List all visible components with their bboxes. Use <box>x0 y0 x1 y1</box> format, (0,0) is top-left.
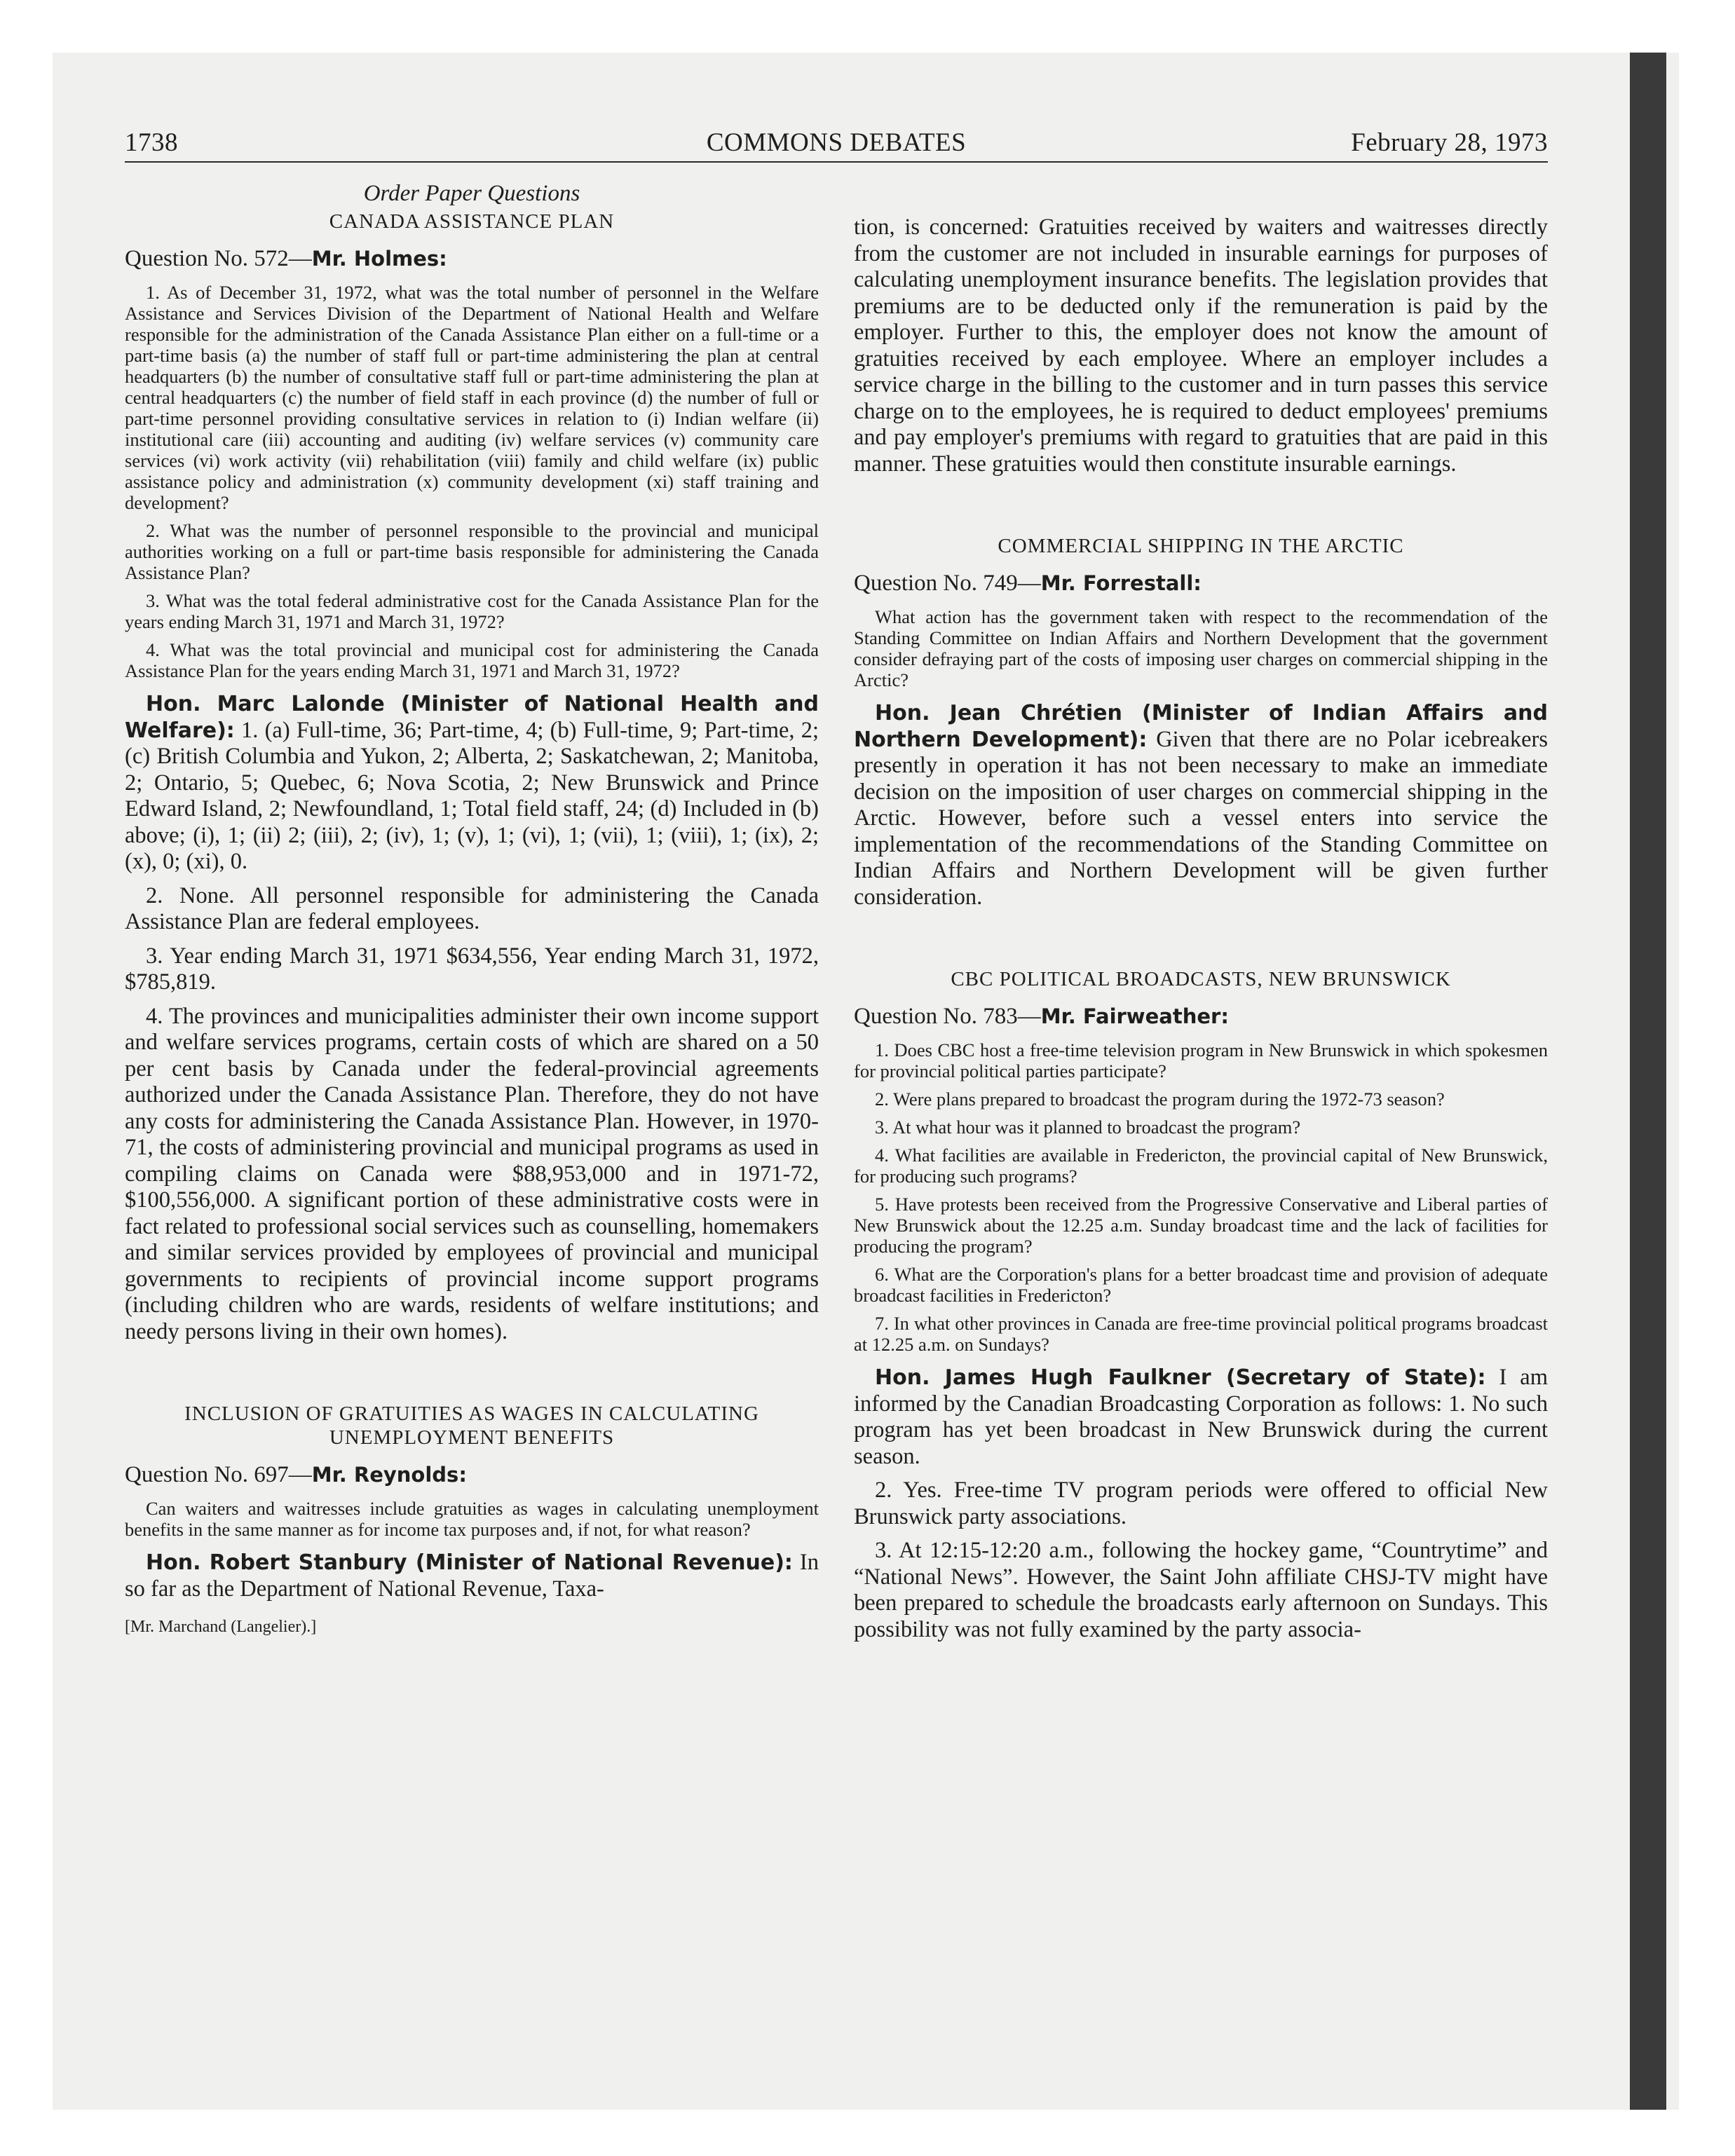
scan-edge-bar <box>1630 53 1666 2110</box>
question-member: Mr. Reynolds: <box>311 1463 467 1487</box>
answer-572-part-1 <box>125 691 819 875</box>
running-title: COMMONS DEBATES <box>706 128 967 157</box>
answer-text: In so far as the Department of National Revenue, Taxa- <box>125 1550 819 1602</box>
question-783-part-6: 6. What are the Corporation's plans for a better broadcast time and provision of adequate broadcast facilities in Fredericton? <box>854 1264 1548 1306</box>
question-572-line <box>125 246 819 272</box>
answer-572-part-4: 4. The provinces and municipalities administer their own income support and welfare services programs, certain costs of which are shared on a 50 per cent basis by Canada under the federal-provincial agreements authorized under the Canada Assistance Plan. Therefore, they do not have any costs for administering the Canada Assistance Plan. However, in 1970-71, the costs of administering provincial and municipal programs as used in compiling claims on Canada were $88,953,000 and in 1971-72, $100,556,000. A significant portion of these administrative costs were in fact related to professional social services such as counselling, homemakers and similar services provided by employees of provincial and municipal governments to recipients of provincial income support programs (including children who are wards, residents of welfare institutions; and needy persons living in their own homes). <box>125 1003 819 1344</box>
question-member: Mr. Forrestall: <box>1040 571 1202 595</box>
left-column <box>125 181 819 1637</box>
order-paper-heading: Order Paper Questions <box>363 181 580 206</box>
answer-text: Given that there are no Polar icebreakers presently in operation it has not been necessary to make an immediate decision on the imposition of user charges on commercial shipping in the Arctic. However, before such a vessel enters into service the implementation of the recommendations of the Standing Committee on Indian Affairs and Northern Development will be given further consideration. <box>854 726 1548 910</box>
question-label: Question No. 572— <box>125 246 312 271</box>
question-783-line <box>854 1004 1548 1030</box>
answer-text: 1. (a) Full-time, 36; Part-time, 4; (b) Full-time, 9; Part-time, 2; (c) British Columbia and Yukon, 2; Alberta, 2; Saskatchewan, 2; Manitoba, 2; Ontario, 5; Quebec, 6; Nova Scotia, 2; New Brunswick and Prince Edward Island, 2; Newfoundland, 1; Total field staff, 24; (d) Included in (b) above; (i), 1; (ii) 2; (iii), 2; (iv), 1; (v), 1; (vi), 1; (vii), 1; (viii), 1; (ix), 2; (x), 0; (xi), 0. <box>125 717 819 874</box>
question-783-part-2: 2. Were plans prepared to broadcast the program during the 1972-73 season? <box>875 1089 1445 1110</box>
question-member: Mr. Fairweather: <box>1040 1004 1229 1028</box>
answer-572-part-2: 2. None. All personnel responsible for administering the Canada Assistance Plan are federal employees. <box>125 882 819 934</box>
question-572-part-2: 2. What was the number of personnel responsible to the provincial and municipal authorities working on a full or part-time basis responsible for administering the Canada Assistance Plan? <box>125 520 819 583</box>
page-number: 1738 <box>125 128 178 157</box>
answer-speaker: Hon. Jean Chrétien (Minister of Indian Affairs and Northern Development): <box>854 701 1548 752</box>
section-spacer <box>854 918 1548 967</box>
question-572-part-1: 1. As of December 31, 1972, what was the total number of personnel in the Welfare Assistance and Services Division of the Department of National Health and Welfare responsible for the administration of the Canada Assistance Plan either on a full-time or a part-time basis (a) the number of staff full or part-time administering the plan at central headquarters (b) the number of consultative staff full or part-time administering the plan at central headquarters (c) the number of field staff in each province (d) the number of full or part-time personnel providing consultative services in relation to (i) Indian welfare (ii) institutional care (iii) accounting and auditing (iv) welfare services (v) community care services (vi) work activity (vii) rehabilitation (viii) family and child welfare (ix) public assistance policy and administration (x) community development (xi) staff training and development? <box>125 282 819 513</box>
answer-speaker: Hon. Marc Lalonde (Minister of National Health and Welfare): <box>125 692 819 743</box>
answer-783-part-2: 2. Yes. Free-time TV program periods were offered to official New Brunswick party associations. <box>854 1478 1548 1529</box>
answer-speaker: Hon. James Hugh Faulkner (Secretary of State): <box>875 1365 1486 1390</box>
question-783-part-7: 7. In what other provinces in Canada are free-time provincial political programs broadcast at 12.25 a.m. on Sundays? <box>854 1313 1548 1355</box>
question-label: Question No. 783— <box>854 1004 1041 1029</box>
question-member: Mr. Holmes: <box>311 247 447 271</box>
page-date: February 28, 1973 <box>1351 128 1548 157</box>
answer-749 <box>854 700 1548 910</box>
section-spacer <box>125 1353 819 1402</box>
question-783-part-4: 4. What facilities are available in Fredericton, the provincial capital of New Brunswick, for producing such programs? <box>854 1145 1548 1187</box>
answer-783-part-3: 3. At 12:15-12:20 a.m., following the hockey game, “Countrytime” and “National News”. However, the Saint John affiliate CHSJ-TV might have been prepared to schedule the broadcasts early afternoon on Sundays. This possibility was not fully examined by the party associa- <box>854 1538 1548 1642</box>
section-heading-gratuities: INCLUSION OF GRATUITIES AS WAGES IN CALCULATING UNEMPLOYMENT BENEFITS <box>184 1403 759 1449</box>
section-spacer <box>854 485 1548 534</box>
question-label: Question No. 749— <box>854 571 1041 596</box>
page-header <box>125 128 1548 161</box>
right-column <box>854 214 1548 1651</box>
answer-783-part-1 <box>854 1365 1548 1470</box>
answer-697-continuation: tion, is concerned: Gratuities received by waiters and waitresses directly from the customer are not included in insurable earnings for purposes of calculating unemployment insurance benefits. The legislation provides that premiums are to be deducted only if the remuneration is paid by the employer. Further to this, the employer does not know the amount of gratuities received by each employee. Where an employer includes a service charge in the billing to the customer and in turn passes this service charge on to the employees, he is required to deduct employees' premiums and pay employer's premiums with regard to gratuities that are paid in this manner. These gratuities would then constitute insurable earnings. <box>854 214 1548 477</box>
question-783-part-3: 3. At what hour was it planned to broadcast the program? <box>875 1117 1301 1138</box>
question-749-line <box>854 571 1548 596</box>
answer-697-start <box>125 1550 819 1602</box>
section-heading-commercial-shipping: COMMERCIAL SHIPPING IN THE ARCTIC <box>998 535 1404 557</box>
header-rule <box>125 161 1548 163</box>
question-783-part-1: 1. Does CBC host a free-time television program in New Brunswick in which spokesmen for provincial political parties participate? <box>854 1039 1548 1082</box>
answer-text: I am informed by the Canadian Broadcasting Corporation as follows: 1. No such program has yet been broadcast in New Brunswick during the current season. <box>854 1365 1548 1469</box>
question-749-text: What action has the government taken with respect to the recommendation of the Standing Committee on Indian Affairs and Northern Development that the government consider defraying part of the costs of imposing user charges on commercial shipping in the Arctic? <box>854 606 1548 690</box>
question-783-part-5: 5. Have protests been received from the Progressive Conservative and Liberal parties of New Brunswick about the 12.25 a.m. Sunday broadcast time and the lack of facilities for producing the program? <box>854 1194 1548 1257</box>
answer-speaker: Hon. Robert Stanbury (Minister of National Revenue): <box>146 1550 793 1575</box>
question-572-part-4: 4. What was the total provincial and municipal cost for administering the Canada Assistance Plan for the years ending March 31, 1971 and March 31, 1972? <box>125 639 819 681</box>
section-heading-canada-assistance-plan: CANADA ASSISTANCE PLAN <box>329 210 615 233</box>
question-572-part-3: 3. What was the total federal administrative cost for the Canada Assistance Plan for the years ending March 31, 1971 and March 31, 1972? <box>125 590 819 632</box>
question-697-line <box>125 1462 819 1488</box>
section-heading-cbc-broadcasts: CBC POLITICAL BROADCASTS, NEW BRUNSWICK <box>951 968 1451 990</box>
answer-572-part-3: 3. Year ending March 31, 1971 $634,556, Year ending March 31, 1972, $785,819. <box>125 943 819 995</box>
footer-note: [Mr. Marchand (Langelier).] <box>125 1618 317 1636</box>
question-label: Question No. 697— <box>125 1462 312 1487</box>
question-697-text: Can waiters and waitresses include gratuities as wages in calculating unemployment benefits in the same manner as for income tax purposes and, if not, for what reason? <box>125 1498 819 1540</box>
